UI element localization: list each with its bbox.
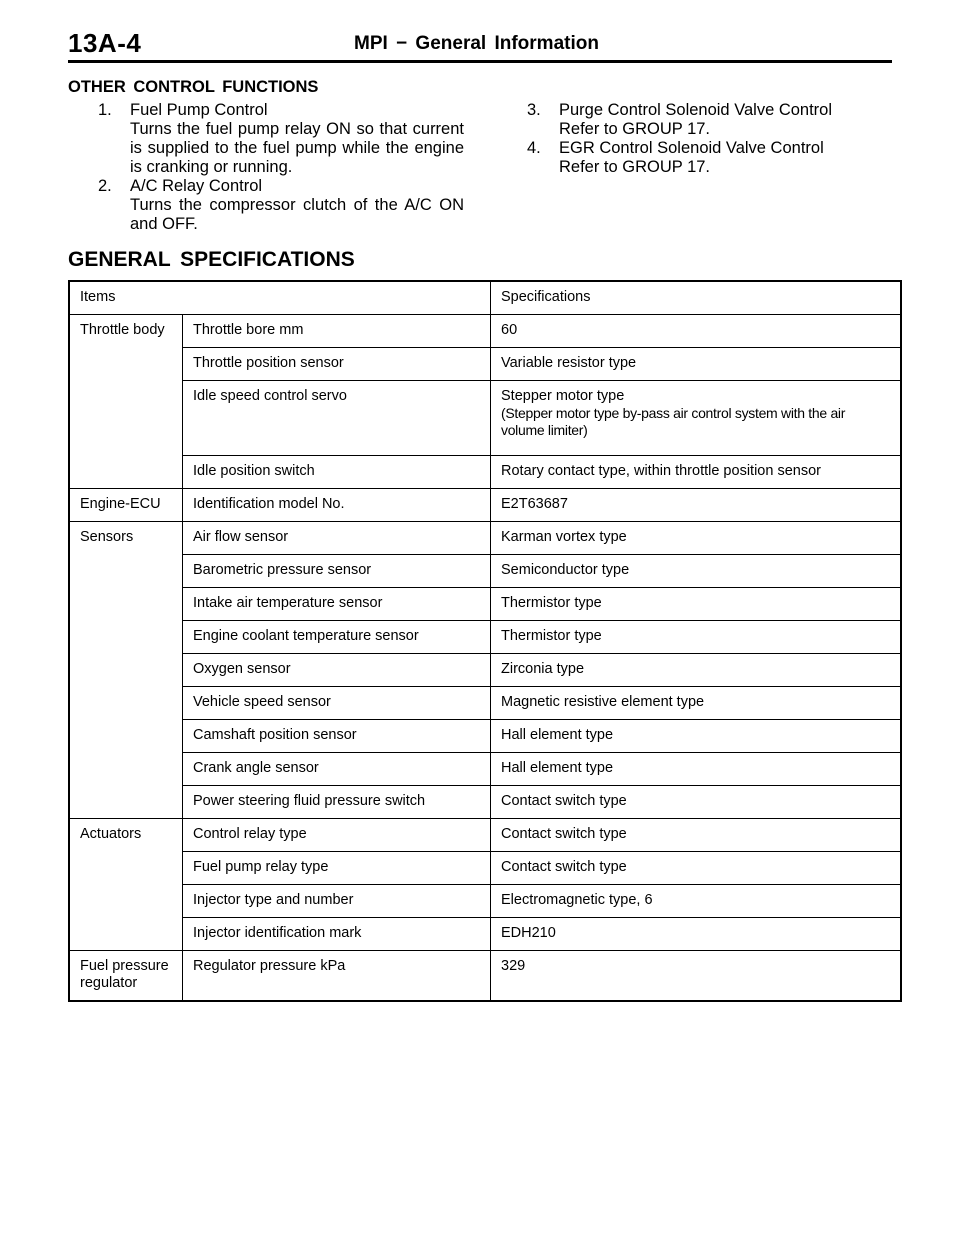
table-row bbox=[69, 588, 901, 621]
spec-cell: Variable resistor type bbox=[491, 348, 902, 381]
section-title: MPI − General Information bbox=[354, 33, 599, 54]
group-sensors: Sensors bbox=[69, 522, 183, 819]
item-title: Fuel Pump Control bbox=[130, 101, 268, 119]
item-cell: Regulator pressure kPa bbox=[183, 951, 491, 1002]
header-specifications: Specifications bbox=[491, 281, 902, 315]
table-row bbox=[69, 555, 901, 588]
spec-cell: Rotary contact type, within throttle position sensor bbox=[491, 456, 902, 489]
item-description: Refer to GROUP 17. bbox=[559, 120, 711, 138]
item-description: Turns the fuel pump relay ON so that current is supplied to the fuel pump while the engine is cranking or running. bbox=[130, 120, 464, 176]
item-cell: Intake air temperature sensor bbox=[183, 588, 491, 621]
group-actuators: Actuators bbox=[69, 819, 183, 951]
list-item bbox=[98, 177, 464, 234]
table-header-row bbox=[69, 281, 901, 315]
item-description: Turns the compressor clutch of the A/C ON and OFF. bbox=[130, 196, 464, 233]
other-control-right-column bbox=[527, 101, 867, 177]
item-cell: Identification model No. bbox=[183, 489, 491, 522]
spec-cell: Hall element type bbox=[491, 720, 902, 753]
group-throttle-body: Throttle body bbox=[69, 315, 183, 489]
spec-cell: Karman vortex type bbox=[491, 522, 902, 555]
spec-cell: Magnetic resistive element type bbox=[491, 687, 902, 720]
table-row bbox=[69, 753, 901, 786]
item-cell: Engine coolant temperature sensor bbox=[183, 621, 491, 654]
other-control-heading: OTHER CONTROL FUNCTIONS bbox=[68, 78, 319, 96]
item-number: 1. bbox=[98, 101, 112, 119]
spec-cell: Electromagnetic type, 6 bbox=[491, 885, 902, 918]
spec-cell: Zirconia type bbox=[491, 654, 902, 687]
table-row bbox=[69, 687, 901, 720]
spec-note: (Stepper motor type by-pass air control system with the air volume limiter) bbox=[501, 405, 846, 438]
item-cell: Crank angle sensor bbox=[183, 753, 491, 786]
spec-cell bbox=[491, 381, 902, 456]
list-item bbox=[98, 101, 464, 177]
spec-cell: 60 bbox=[491, 315, 902, 348]
spec-cell: Contact switch type bbox=[491, 786, 902, 819]
spec-cell: Hall element type bbox=[491, 753, 902, 786]
spec-cell: 329 bbox=[491, 951, 902, 1002]
table-row bbox=[69, 522, 901, 555]
item-cell: Idle speed control servo bbox=[183, 381, 491, 456]
item-cell: Fuel pump relay type bbox=[183, 852, 491, 885]
table-row bbox=[69, 654, 901, 687]
item-title: EGR Control Solenoid Valve Control bbox=[559, 139, 824, 157]
item-cell: Injector type and number bbox=[183, 885, 491, 918]
page-number: 13A-4 bbox=[68, 28, 142, 58]
item-cell: Injector identification mark bbox=[183, 918, 491, 951]
spec-main: Stepper motor type bbox=[501, 388, 625, 404]
header-rule bbox=[68, 60, 892, 63]
general-specifications-heading: GENERAL SPECIFICATIONS bbox=[68, 248, 355, 271]
table-row bbox=[69, 951, 901, 1002]
group-engine-ecu: Engine-ECU bbox=[69, 489, 183, 522]
table-row bbox=[69, 489, 901, 522]
item-number: 3. bbox=[527, 101, 541, 119]
table-row bbox=[69, 315, 901, 348]
item-title: A/C Relay Control bbox=[130, 177, 263, 195]
table-row bbox=[69, 885, 901, 918]
spec-cell: Thermistor type bbox=[491, 621, 902, 654]
table-row bbox=[69, 720, 901, 753]
spec-cell: EDH210 bbox=[491, 918, 902, 951]
table-row bbox=[69, 786, 901, 819]
item-number: 4. bbox=[527, 139, 541, 157]
group-fuel-pressure-regulator: Fuel pressure regulator bbox=[80, 958, 169, 991]
list-item bbox=[527, 101, 867, 139]
item-description: Refer to GROUP 17. bbox=[559, 158, 711, 176]
item-cell: Power steering fluid pressure switch bbox=[183, 786, 491, 819]
item-cell: Throttle bore mm bbox=[183, 315, 491, 348]
item-cell: Barometric pressure sensor bbox=[183, 555, 491, 588]
item-cell: Throttle position sensor bbox=[183, 348, 491, 381]
table-row bbox=[69, 621, 901, 654]
item-cell: Oxygen sensor bbox=[183, 654, 491, 687]
other-control-left-column bbox=[98, 101, 464, 234]
table-row bbox=[69, 348, 901, 381]
spec-cell: E2T63687 bbox=[491, 489, 902, 522]
item-cell: Control relay type bbox=[183, 819, 491, 852]
item-cell: Idle position switch bbox=[183, 456, 491, 489]
table-row bbox=[69, 918, 901, 951]
item-cell: Air flow sensor bbox=[183, 522, 491, 555]
table-row bbox=[69, 456, 901, 489]
spec-cell: Contact switch type bbox=[491, 819, 902, 852]
item-cell: Vehicle speed sensor bbox=[183, 687, 491, 720]
specifications-table bbox=[68, 280, 902, 1002]
list-item bbox=[527, 139, 867, 177]
header-items: Items bbox=[69, 281, 491, 315]
table-row bbox=[69, 819, 901, 852]
table-row bbox=[69, 381, 901, 456]
page-header bbox=[68, 26, 892, 62]
table-row bbox=[69, 852, 901, 885]
spec-cell: Contact switch type bbox=[491, 852, 902, 885]
item-number: 2. bbox=[98, 177, 112, 195]
spec-cell: Thermistor type bbox=[491, 588, 902, 621]
spec-cell: Semiconductor type bbox=[491, 555, 902, 588]
item-cell: Camshaft position sensor bbox=[183, 720, 491, 753]
item-title: Purge Control Solenoid Valve Control bbox=[559, 101, 833, 119]
